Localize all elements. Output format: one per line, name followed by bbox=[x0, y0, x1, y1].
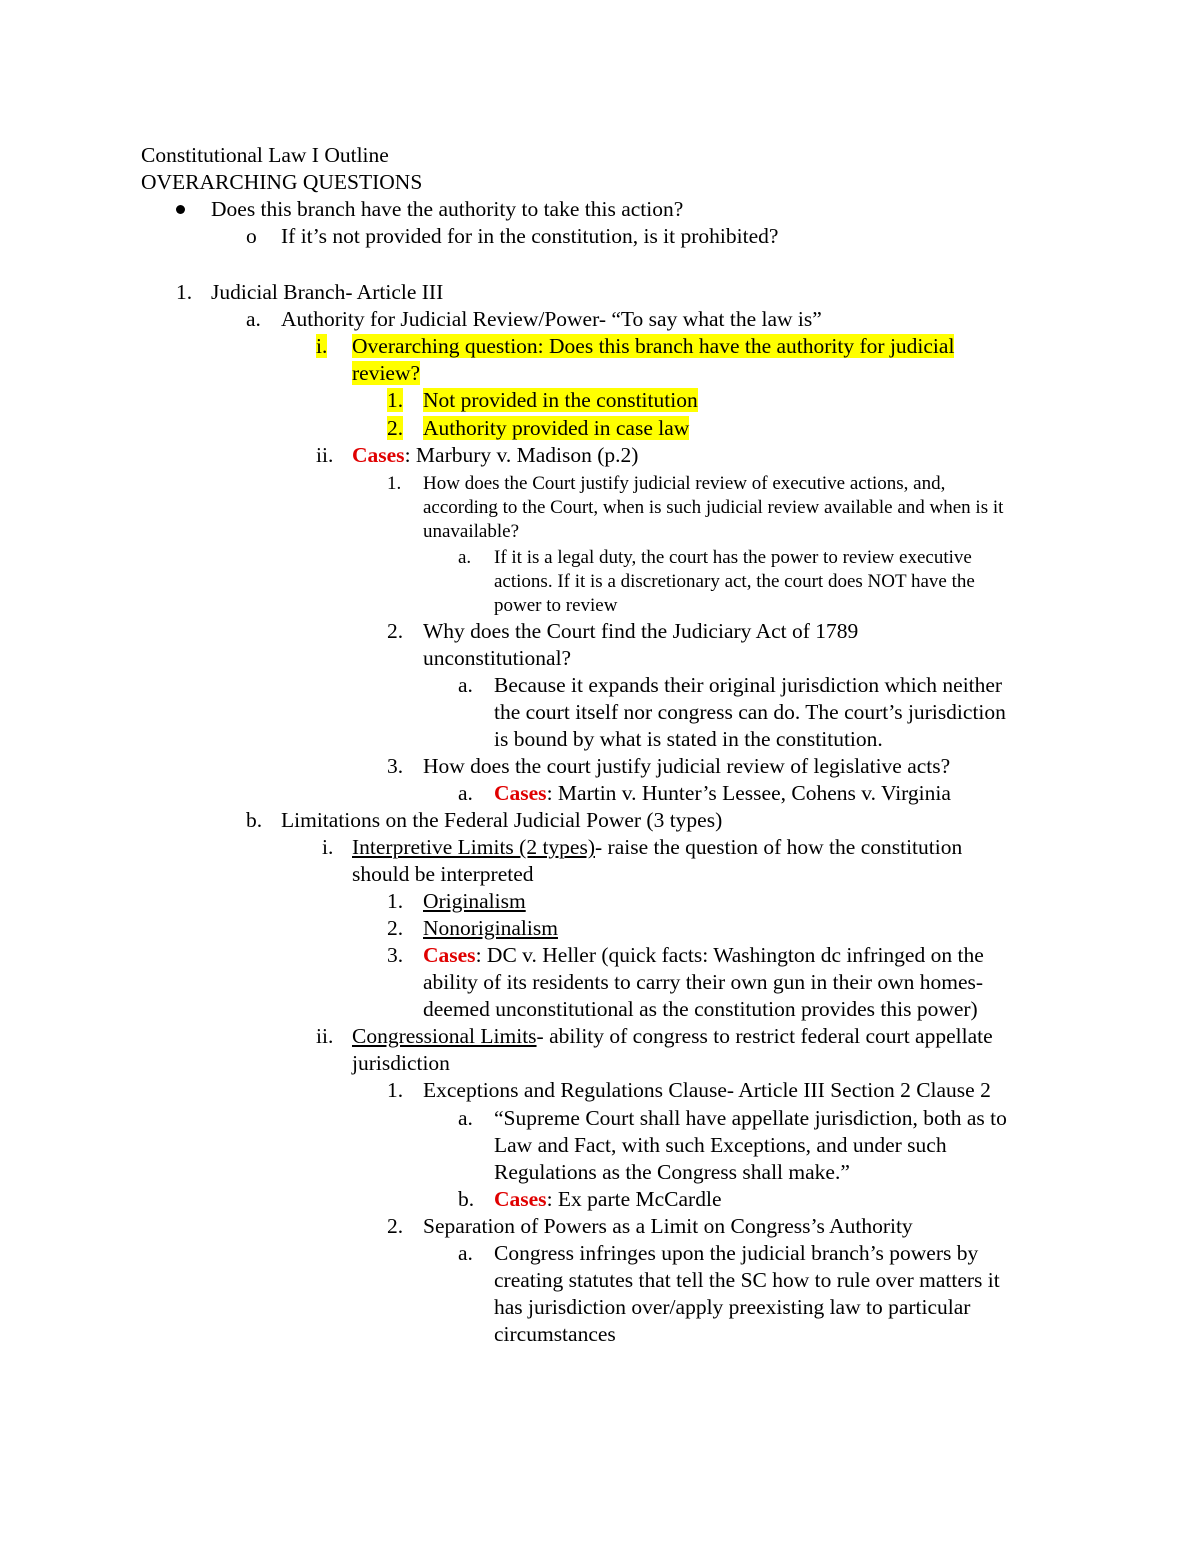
question-1-line1: How does the Court justify judicial review of executive actions, and, bbox=[423, 473, 946, 494]
answer-2-line1: Because it expands their original jurisdiction which neither bbox=[494, 673, 1003, 697]
separation-line3: has jurisdiction over/apply preexisting law to particular bbox=[494, 1295, 971, 1319]
overarching-subquestion: If it’s not provided for in the constitution, is it prohibited? bbox=[281, 224, 779, 248]
bullet-icon bbox=[176, 205, 185, 214]
question-1-line2: according to the Court, when is such judicial review available and when is it bbox=[423, 497, 1004, 518]
doc-title: Constitutional Law I Outline bbox=[141, 143, 389, 167]
list-marker: a. bbox=[458, 547, 472, 568]
clause-quote-line2: Law and Fact, with such Exceptions, and under such bbox=[494, 1133, 947, 1157]
list-marker: 2. bbox=[387, 916, 404, 940]
list-marker: 1. bbox=[387, 889, 404, 913]
list-marker: 1. bbox=[387, 1078, 404, 1102]
list-marker: i. bbox=[322, 835, 334, 859]
clause-quote-line3: Regulations as the Congress shall make.” bbox=[494, 1160, 850, 1184]
list-marker: i. bbox=[316, 334, 328, 358]
judicial-branch-heading: Judicial Branch- Article III bbox=[211, 280, 444, 304]
originalism: Originalism bbox=[423, 889, 526, 913]
exceptions-clause: Exceptions and Regulations Clause- Article III Section 2 Clause 2 bbox=[423, 1078, 991, 1102]
interpretive-limits-line2: should be interpreted bbox=[352, 862, 534, 886]
question-2-line1: Why does the Court find the Judiciary Act of 1789 bbox=[423, 619, 859, 643]
list-marker: a. bbox=[458, 1106, 473, 1130]
cases-martin: Cases: Martin v. Hunter’s Lessee, Cohens v. Virginia bbox=[494, 781, 951, 805]
cases-label: Cases bbox=[494, 781, 547, 805]
answer-2-line3: is bound by what is stated in the constitution. bbox=[494, 727, 883, 751]
section-heading: OVERARCHING QUESTIONS bbox=[141, 170, 423, 194]
separation-of-powers: Separation of Powers as a Limit on Congress’s Authority bbox=[423, 1214, 913, 1238]
answer-1-line3: power to review bbox=[494, 595, 618, 616]
question-1-line3: unavailable? bbox=[423, 521, 520, 542]
cases-label: Cases bbox=[423, 943, 476, 967]
answer-1-line2: actions. If it is a discretionary act, the court does NOT have the bbox=[494, 571, 975, 592]
question-2-line2: unconstitutional? bbox=[423, 646, 572, 670]
list-marker: 1. bbox=[176, 280, 193, 304]
highlighted-item-2: Authority provided in case law bbox=[423, 416, 690, 440]
interpretive-limits: Interpretive Limits (2 types)- raise the question of how the constitution bbox=[352, 835, 963, 859]
list-marker: a. bbox=[458, 673, 473, 697]
cases-marbury: Cases: Marbury v. Madison (p.2) bbox=[352, 443, 639, 467]
highlighted-item-1: Not provided in the constitution bbox=[423, 388, 698, 412]
cases-label: Cases bbox=[494, 1187, 547, 1211]
list-marker: 2. bbox=[387, 619, 404, 643]
list-marker: ii. bbox=[316, 1024, 334, 1048]
list-marker: a. bbox=[458, 781, 473, 805]
cases-heller-line2: ability of its residents to carry their own gun in their own homes- bbox=[423, 970, 984, 994]
list-marker: 3. bbox=[387, 943, 404, 967]
list-marker: 3. bbox=[387, 754, 404, 778]
list-marker: a. bbox=[246, 307, 261, 331]
congressional-limits: Congressional Limits- ability of congress to restrict federal court appellate bbox=[352, 1024, 993, 1048]
overarching-question-1: Does this branch have the authority to take this action? bbox=[211, 197, 684, 221]
list-marker: b. bbox=[246, 808, 263, 832]
list-marker: 2. bbox=[387, 416, 404, 440]
judicial-review-authority: Authority for Judicial Review/Power- “To say what the law is” bbox=[281, 307, 822, 331]
cases-heller-line1: Cases: DC v. Heller (quick facts: Washington dc infringed on the bbox=[423, 943, 984, 967]
cases-mccardle: Cases: Ex parte McCardle bbox=[494, 1187, 722, 1211]
highlighted-question-line2: review? bbox=[352, 361, 421, 385]
cases-heller-line3: deemed unconstitutional as the constitution provides this power) bbox=[423, 997, 978, 1021]
list-marker: ii. bbox=[316, 443, 334, 467]
question-3: How does the court justify judicial review of legislative acts? bbox=[423, 754, 951, 778]
cases-label: Cases bbox=[352, 443, 405, 467]
separation-line1: Congress infringes upon the judicial branch’s powers by bbox=[494, 1241, 979, 1265]
list-marker: a. bbox=[458, 1241, 473, 1265]
clause-quote-line1: “Supreme Court shall have appellate jurisdiction, both as to bbox=[494, 1106, 1007, 1130]
list-marker: 2. bbox=[387, 1214, 404, 1238]
sub-bullet-marker: o bbox=[246, 224, 257, 248]
list-marker: b. bbox=[458, 1187, 475, 1211]
answer-1-line1: If it is a legal duty, the court has the power to review executive bbox=[494, 547, 972, 568]
answer-2-line2: the court itself nor congress can do. The court’s jurisdiction bbox=[494, 700, 1006, 724]
list-marker: 1. bbox=[387, 473, 402, 494]
congressional-limits-line2: jurisdiction bbox=[352, 1051, 450, 1075]
separation-line4: circumstances bbox=[494, 1322, 616, 1346]
highlighted-question-line1: Overarching question: Does this branch have the authority for judicial bbox=[352, 334, 955, 358]
limitations-heading: Limitations on the Federal Judicial Power (3 types) bbox=[281, 808, 723, 832]
list-marker: 1. bbox=[387, 388, 404, 412]
nonoriginalism: Nonoriginalism bbox=[423, 916, 558, 940]
separation-line2: creating statutes that tell the SC how to rule over matters it bbox=[494, 1268, 1000, 1292]
